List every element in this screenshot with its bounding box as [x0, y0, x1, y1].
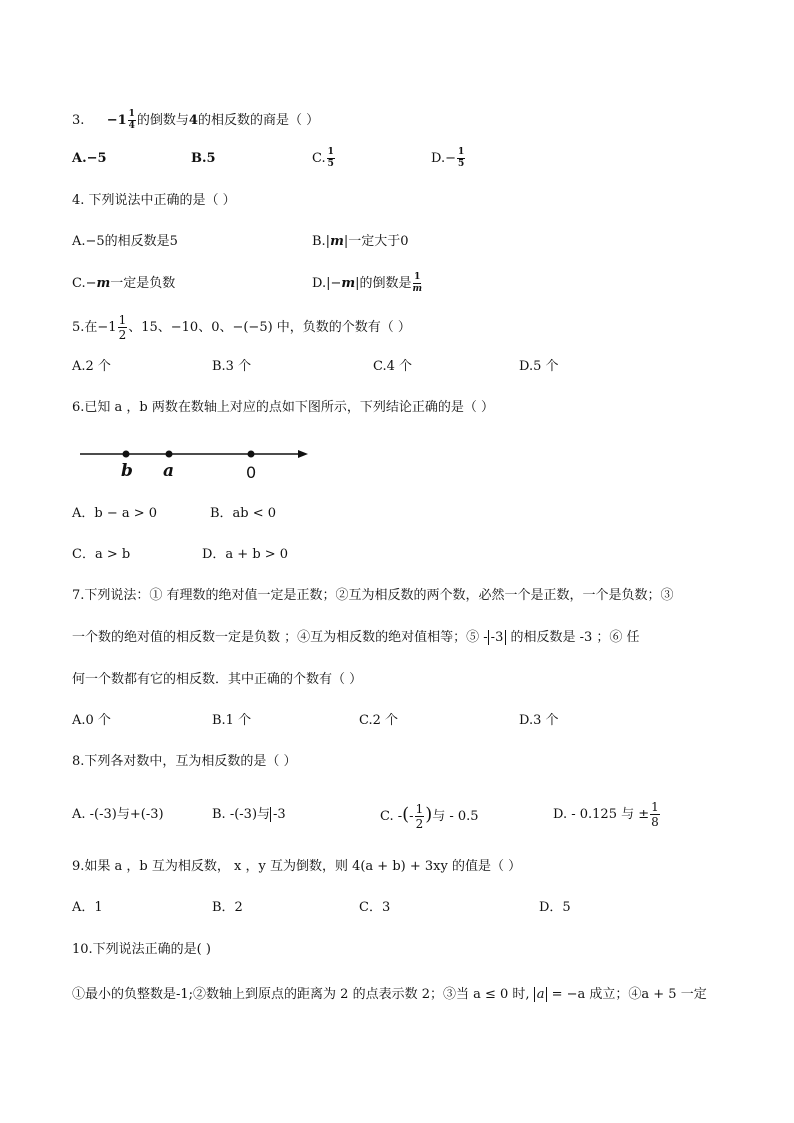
q8-option-c[interactable]: C. -(- $\frac{1}{2}$ )与 - 0.5 [380, 802, 479, 831]
q3-num4: 4 [188, 113, 198, 128]
q4-option-b[interactable]: B.|m|一定大于0 [312, 234, 409, 249]
q6-option-a[interactable]: A．b − a > 0 [72, 506, 158, 521]
q8-option-b[interactable]: B. -(-3)与 -3 [212, 807, 286, 822]
q10-abs-value: a [534, 987, 548, 1002]
q7-line-3: 何一个数都有它的相反数．其中正确的个数有（ ） [72, 672, 363, 687]
q7-line-1: 7.下列说法：① 有理数的绝对值一定是正数；②互为相反数的两个数，必然一个是正数，一个是负数；③ [72, 588, 674, 603]
q4-stem: 4. 下列说法中正确的是（ ） [72, 193, 236, 208]
q3-fraction: $\frac{1}{4}$ [128, 109, 135, 131]
q7-abs-value: -3 [488, 630, 507, 645]
q8-stem: 8.下列各对数中，互为相反数的是（ ） [72, 754, 297, 769]
q5-fraction: $\frac{1}{2}$ [118, 313, 127, 342]
q5-mixed-whole: 5.在−1 [72, 320, 117, 335]
q6-option-b[interactable]: B．ab < 0 [210, 506, 277, 521]
q5-option-b[interactable]: B.3 个 [212, 359, 252, 374]
q8-option-d[interactable]: D. - 0.125 与 ± $\frac{1}{8}$ [553, 800, 659, 829]
q10-line-1: ①最小的负整数是-1;②数轴上到原点的距离为 2 的点表示数 2；③当 a ≤ 0 时, a = −a 成立；④a + 5 一定 [72, 987, 707, 1002]
q7-option-c[interactable]: C.2 个 [359, 713, 399, 728]
q4-option-c[interactable]: C.−m一定是负数 [72, 276, 176, 291]
q3-option-c[interactable]: C. $\frac{1}{5}$ [312, 147, 334, 169]
q4-option-d[interactable]: D.|−m|的倒数是 $\frac{1}{m}$ [312, 272, 423, 294]
q3-option-d[interactable]: D.− $\frac{1}{5}$ [431, 147, 465, 169]
q5-text: 、15、−10、0、−(−5) 中，负数的个数有（ ） [128, 320, 411, 335]
label-a: a [163, 461, 175, 481]
q3-text-end: 的相反数的商是（ ） [197, 113, 320, 128]
point-a [166, 451, 173, 458]
number-line-diagram [78, 442, 318, 482]
q8-option-a[interactable]: A. -(-3)与+(-3) [72, 807, 164, 822]
q5-option-c[interactable]: C.4 个 [373, 359, 413, 374]
q3-option-a[interactable]: A.−5 [72, 151, 107, 166]
q3-number: 3. [72, 113, 85, 128]
q5-option-a[interactable]: A.2 个 [72, 359, 111, 374]
q3-mixed-whole: −1 [106, 113, 127, 128]
q9-option-d[interactable]: D．5 [539, 900, 571, 915]
q4-option-a[interactable]: A.−5的相反数是5 [72, 234, 178, 249]
q6-option-c[interactable]: C．a > b [72, 547, 131, 562]
point-b [123, 451, 130, 458]
q7-line-2: 一个数的绝对值的相反数一定是负数 ；④互为相反数的绝对值相等；⑤ - -3 的相反数是 -3 ；⑥ 任 [72, 630, 640, 645]
q9-stem: 9.如果 a ，b 互为相反数， x ，y 互为倒数，则 4(a + b) + 3xy 的值是（ ） [72, 859, 522, 874]
q10-stem: 10.下列说法正确的是( ) [72, 942, 211, 957]
point-zero [248, 451, 255, 458]
number-line-arrow [298, 450, 308, 458]
label-zero: 0 [246, 463, 257, 482]
q5-option-d[interactable]: D.5 个 [519, 359, 559, 374]
q9-option-c[interactable]: C．3 [359, 900, 391, 915]
q7-option-b[interactable]: B.1 个 [212, 713, 252, 728]
label-b: b [121, 461, 133, 481]
q7-option-d[interactable]: D.3 个 [519, 713, 559, 728]
q7-option-a[interactable]: A.0 个 [72, 713, 111, 728]
q5-stem [72, 314, 411, 341]
q6-stem: 6.已知 a ，b 两数在数轴上对应的点如下图所示，下列结论正确的是（ ） [72, 400, 495, 415]
q9-option-a[interactable]: A．1 [72, 900, 103, 915]
q9-option-b[interactable]: B．2 [212, 900, 243, 915]
q3-stem [72, 110, 319, 131]
q3-option-b[interactable]: B.5 [191, 151, 216, 166]
q6-option-d[interactable]: D．a + b > 0 [202, 547, 289, 562]
q3-text-mid: 的倒数与 [136, 113, 189, 128]
